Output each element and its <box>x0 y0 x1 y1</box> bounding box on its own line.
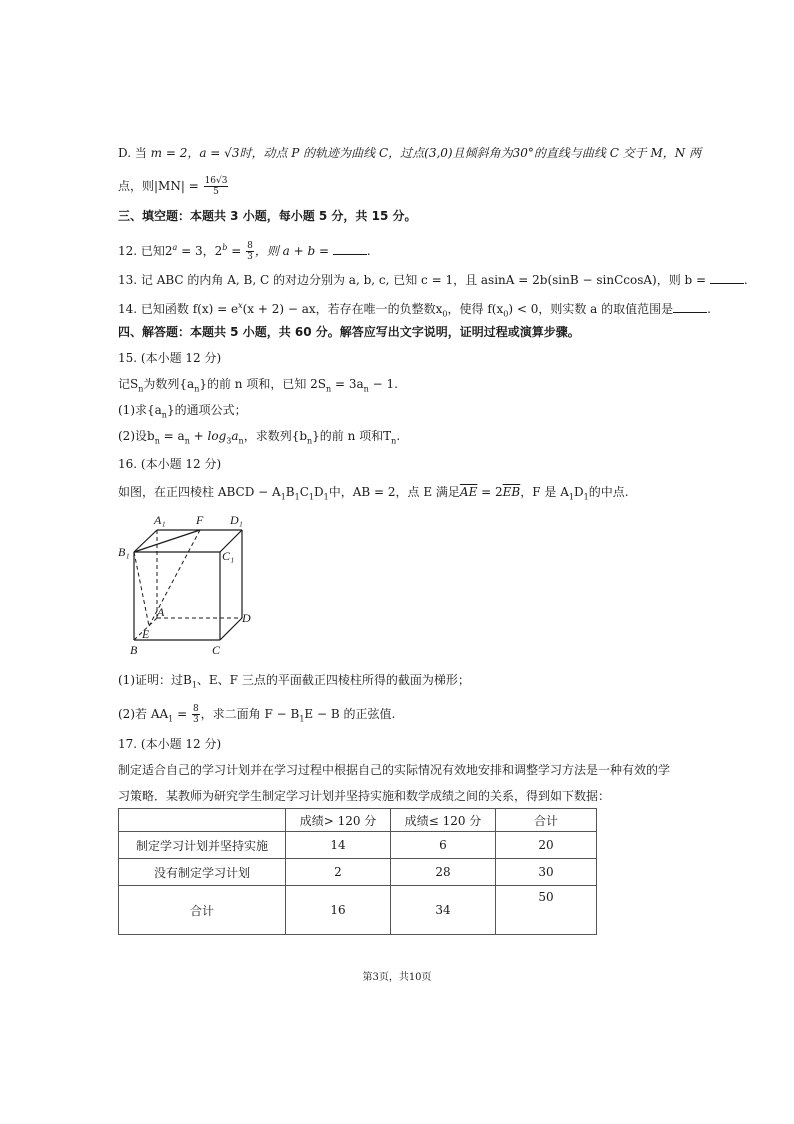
question-16-part1 <box>118 672 470 693</box>
label-a: A <box>157 605 165 619</box>
numerator: 16√3 <box>204 176 228 186</box>
table-header-cell: 合计 <box>496 809 597 832</box>
text: = <box>173 707 191 721</box>
sub: n <box>307 436 313 446</box>
answer-blank <box>673 302 707 313</box>
data-table <box>118 808 597 935</box>
question-15-body <box>118 376 398 397</box>
question-14: 14. 已知函数 $f(x) = e^x(x + 2)$ − ax，若存在唯一的负整数$x_0$，使得 $f(x_0) < 0$，则实数 a 的取值范围是 . <box>118 301 711 319</box>
table-cell: 16 <box>286 886 391 935</box>
label-c: C <box>212 643 221 657</box>
sub: n <box>326 384 332 394</box>
table-header-cell: 成绩> 120 分 <box>286 809 391 832</box>
section-heading-fill-blank: 三、填空题：本题共 3 小题，每小题 5 分，共 15 分。 <box>118 209 417 223</box>
sup: a <box>172 243 178 252</box>
table-header-cell <box>119 809 286 832</box>
numerator: 8 <box>247 241 253 251</box>
question-15-part1 <box>118 402 247 423</box>
sub: 1 <box>308 492 314 502</box>
table-cell: 20 <box>496 832 597 859</box>
table-row <box>119 859 597 886</box>
label-d1: D₁ <box>230 513 243 527</box>
table-row <box>119 832 597 859</box>
text: 为数列{a <box>143 377 195 391</box>
sub: 0 <box>442 309 448 319</box>
text: = 3a <box>331 377 364 391</box>
text: (1)证明：过B <box>118 673 192 687</box>
table-cell: 34 <box>391 886 496 935</box>
table-cell: 没有制定学习计划 <box>119 859 286 886</box>
label-d: D <box>242 611 251 625</box>
sub: n <box>363 384 369 394</box>
question-17-heading: 17. (本小题 12 分) <box>118 737 222 751</box>
text: }的通项公式； <box>166 403 247 417</box>
option-d-line1 <box>118 145 701 161</box>
text: (x + 2) − ax，若存在唯一的负整数x <box>242 302 443 316</box>
sub: 3 <box>226 436 232 446</box>
text: ，则 a + b = <box>254 244 333 258</box>
section-heading-solutions: 四、解答题：本题共 5 小题，共 60 分。解答应写出文字说明，证明过程或演算步骤。 <box>118 325 580 339</box>
text: B <box>285 485 295 499</box>
table-cell: 6 <box>391 832 496 859</box>
table-cell: 30 <box>496 859 597 886</box>
question-13: 13. 记 ABC 的内角 A, B, C 的对边分别为 a, b, c, 已知 c = 1，且 asinA = 2b(sinB − sinCcosA)，则 b = . <box>118 273 748 287</box>
sub: 1 <box>191 680 197 690</box>
edge-c-d <box>220 618 242 640</box>
label-b1: B₁ <box>118 545 130 559</box>
sub: n <box>154 436 160 446</box>
table-header-cell: 成绩≤ 120 分 <box>391 809 496 832</box>
sub: 1 <box>299 714 305 724</box>
table-cell: 50 <box>496 886 597 935</box>
text: D <box>313 485 324 499</box>
text: (2)设b <box>118 429 155 443</box>
denominator: 5 <box>213 187 219 197</box>
question-16-body <box>118 484 629 505</box>
label-c1: C₁ <box>222 549 235 563</box>
text: = 2 <box>477 485 503 499</box>
text: 13. 记 ABC 的内角 A, B, C 的对边分别为 a, b, c, 已知 c = 1，且 asinA = 2b(sinB − sinCcosA)，则 b = <box>118 273 710 287</box>
text: 的中点. <box>588 485 629 499</box>
fraction <box>204 176 229 197</box>
text: = a <box>159 429 185 443</box>
text: ，使得 f(x <box>447 302 504 316</box>
text: (1)求{a <box>118 403 162 417</box>
sub: 1 <box>168 714 174 724</box>
table-cell: 2 <box>286 859 391 886</box>
text: m = 2，a = √3时，动点 P 的轨迹为曲线 C，过点(3,0)且倾斜角为30°的直线与曲线 C 交于 M，N 两 <box>150 146 702 160</box>
table-cell: 制定学习计划并坚持实施 <box>119 832 286 859</box>
question-16-part2 <box>118 704 395 727</box>
sub: 1 <box>323 492 329 502</box>
question-12: 12. 已知$2^a = 3$，$2^b$ = $\frac{8}{3}$ ，则 a + b = . <box>118 241 371 262</box>
numerator: 8 <box>192 704 199 714</box>
sub: n <box>138 384 144 394</box>
answer-blank <box>710 273 744 284</box>
sub: 1 <box>583 492 589 502</box>
page-footer: 第3页，共10页 <box>362 972 432 983</box>
denominator: 3 <box>192 715 199 725</box>
sup: x <box>238 301 243 310</box>
answer-blank <box>333 244 367 255</box>
fraction <box>192 704 200 725</box>
hidden-segment-b1-e <box>134 552 149 626</box>
text: ，求数列{b <box>243 429 308 443</box>
text: 中，AB = 2，点 E 满足 <box>328 485 460 499</box>
table-header-row <box>119 809 597 832</box>
text: E − B 的正弦值. <box>304 707 396 721</box>
label-e: E <box>142 627 150 641</box>
table-cell: 合计 <box>119 886 286 935</box>
question-15-heading: 15. (本小题 12 分) <box>118 351 222 365</box>
text: }的前 n 项和，已知 2S <box>199 377 327 391</box>
text: 点，则|MN| = <box>118 179 203 193</box>
fraction <box>246 241 254 262</box>
label-b: B <box>130 643 138 657</box>
question-17-body-2: 习策略．某教师为研究学生制定学习计划并坚持实施和数学成绩之间的关系，得到如下数据： <box>118 789 611 803</box>
vector-eb: $\overline{EB}$ <box>502 485 521 499</box>
sub: 1 <box>568 492 574 502</box>
text: 、E、F 三点的平面截正四棱柱所得的截面为梯形； <box>196 673 470 687</box>
text: ，求二面角 F − B <box>200 707 300 721</box>
denominator: 3 <box>247 252 253 262</box>
option-d-line2 <box>118 176 229 197</box>
sub: n <box>194 384 200 394</box>
table-cell: 14 <box>286 832 391 859</box>
text: D <box>573 485 584 499</box>
text: ) < 0，则实数 a 的取值范围是 <box>508 302 674 316</box>
label-a1: A₁ <box>154 513 166 527</box>
text: 14. 已知函数 f(x) = e <box>118 302 239 316</box>
vector-ae: $\overline{AE}$ <box>459 485 478 499</box>
text: }的前 n 项和T <box>312 429 392 443</box>
text: . <box>396 429 401 443</box>
sub: n <box>184 436 190 446</box>
text: D. 当 <box>118 146 151 160</box>
sup: b <box>222 243 228 252</box>
table-row <box>119 886 597 935</box>
text: = 3，2 <box>177 244 223 258</box>
sub: 1 <box>280 492 286 502</box>
text: 12. 已知2 <box>118 244 173 258</box>
label-f: F <box>196 513 204 527</box>
sub: 0 <box>503 309 509 319</box>
question-15-part2 <box>118 428 400 449</box>
text: − 1. <box>368 377 398 391</box>
text: + log <box>189 429 227 443</box>
text: a <box>231 429 239 443</box>
sub: n <box>161 410 167 420</box>
sub: 1 <box>294 492 300 502</box>
question-17-body-1: 制定适合自己的学习计划并在学习过程中根据自己的实际情况有效地安排和调整学习方法是一种有效的学 <box>118 763 671 777</box>
sub: n <box>391 436 397 446</box>
text: = <box>227 244 246 258</box>
text: ，F 是 A <box>520 485 569 499</box>
text: 记S <box>118 377 139 391</box>
prism-figure <box>112 508 262 658</box>
sub: n <box>238 436 244 446</box>
text: 如图，在正四棱柱 ABCD − A <box>118 485 281 499</box>
question-16-heading: 16. (本小题 12 分) <box>118 457 222 471</box>
text: C <box>299 485 309 499</box>
table-cell: 28 <box>391 859 496 886</box>
text: (2)若 AA <box>118 707 169 721</box>
